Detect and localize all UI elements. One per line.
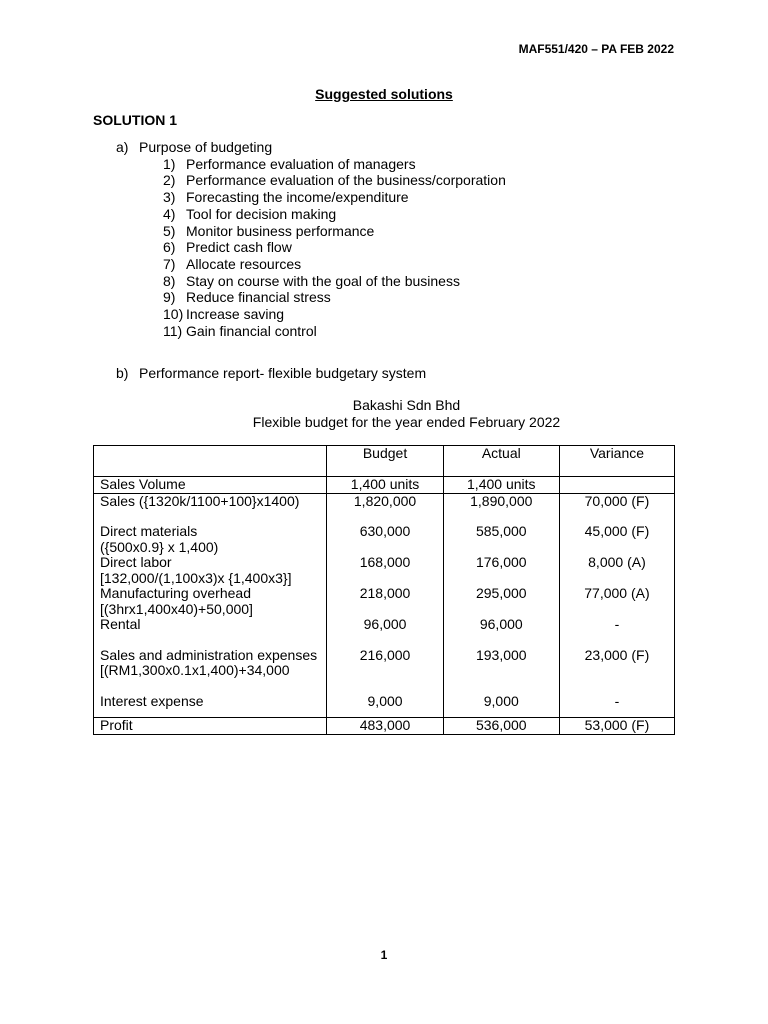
budget-cell: 1,400 units (327, 477, 443, 494)
row-label-main: Sales and administration expenses (100, 646, 318, 663)
list-item-text: Allocate resources (186, 255, 302, 272)
actual-cell: 1,400 units (443, 477, 559, 494)
list-item-text: Monitor business performance (186, 222, 375, 239)
list-item-number: 8) (163, 272, 176, 289)
spacer-row (94, 509, 675, 524)
column-header-item (94, 446, 327, 477)
table-row-direct-materials (94, 524, 675, 555)
row-label: Interest expense (94, 694, 327, 710)
variance-cell: 77,000 (A) (559, 586, 674, 617)
list-item-text: Performance evaluation of the business/corporation (186, 172, 506, 189)
actual-cell: 295,000 (443, 586, 559, 617)
actual-cell: 9,000 (443, 694, 559, 710)
variance-cell (559, 477, 674, 494)
page-number: 1 (380, 948, 388, 962)
part-b-heading-text: Performance report- flexible budgetary system (139, 365, 427, 381)
budget-cell: 218,000 (327, 586, 443, 617)
list-item (163, 273, 506, 290)
table-row-manufacturing-overhead (94, 586, 675, 617)
row-label-formula: [(3hrx1,400x40)+50,000] (100, 600, 253, 617)
list-item-text: Stay on course with the goal of the business (186, 272, 460, 289)
table-row-rental (94, 617, 675, 633)
table-row-interest (94, 694, 675, 710)
budget-cell: 630,000 (327, 524, 443, 555)
part-a-heading (116, 139, 506, 156)
list-item-number: 9) (163, 289, 176, 306)
list-item (163, 323, 506, 340)
list-item (163, 206, 506, 223)
table-row-sales-volume (94, 477, 675, 494)
list-item (163, 223, 506, 240)
budget-cell: 168,000 (327, 555, 443, 586)
list-item-text: Tool for decision making (186, 205, 337, 222)
table-row-profit (94, 718, 675, 735)
row-label: Sales Volume (94, 477, 327, 494)
row-label (94, 555, 327, 586)
row-label (94, 586, 327, 617)
list-item-number: 1) (163, 155, 176, 172)
actual-cell: 176,000 (443, 555, 559, 586)
company-name: Bakashi Sdn Bhd (352, 397, 461, 413)
row-label-formula: [132,000/(1,100x3)x {1,400x3}] (100, 569, 292, 586)
list-item-number: 5) (163, 222, 176, 239)
list-item-number: 2) (163, 172, 176, 189)
list-item (163, 189, 506, 206)
list-item-number: 10) (163, 306, 184, 323)
list-item-number: 3) (163, 189, 176, 206)
budget-cell: 483,000 (327, 718, 443, 735)
row-label: Sales ({1320k/1100+100}x1400) (94, 493, 327, 509)
actual-cell: 585,000 (443, 524, 559, 555)
part-a-heading-text: Purpose of budgeting (139, 139, 273, 155)
list-item-text: Reduce financial stress (186, 289, 331, 306)
document-code: MAF551/420 – PA FEB 2022 (518, 42, 674, 56)
table-header-row (94, 446, 675, 477)
list-item-text: Performance evaluation of managers (186, 155, 416, 172)
row-label-formula: ({500x0.9} x 1,400) (100, 538, 219, 555)
variance-cell: 8,000 (A) (559, 555, 674, 586)
list-item (163, 156, 506, 173)
variance-cell: 53,000 (F) (559, 718, 674, 735)
row-label-main: Direct labor (100, 554, 172, 570)
table-row-sales-admin (94, 648, 675, 679)
list-item-text: Gain financial control (186, 322, 317, 339)
row-label-formula: [(RM1,300x0.1x1,400)+34,000 (100, 662, 290, 678)
solution-label: SOLUTION 1 (93, 112, 178, 128)
report-subtitle: Flexible budget for the year ended February 2022 (252, 414, 561, 430)
list-item-number: 11) (163, 322, 183, 339)
list-item-text: Forecasting the income/expenditure (186, 189, 409, 206)
part-b-label: b) (116, 365, 129, 381)
list-item-number: 7) (163, 255, 176, 272)
part-b-heading (116, 365, 426, 381)
actual-cell: 1,890,000 (443, 493, 559, 509)
spacer-row (94, 679, 675, 694)
purpose-list (116, 156, 506, 340)
part-a-label: a) (116, 139, 129, 155)
list-item-text: Predict cash flow (186, 239, 292, 256)
list-item-text: Increase saving (186, 306, 285, 323)
actual-cell: 536,000 (443, 718, 559, 735)
row-label-main: Direct materials (100, 523, 198, 539)
table-row-sales (94, 493, 675, 509)
variance-cell: 45,000 (F) (559, 524, 674, 555)
budget-cell: 1,820,000 (327, 493, 443, 509)
list-item (163, 256, 506, 273)
part-a (116, 139, 506, 339)
column-header-actual: Actual (443, 446, 559, 477)
list-item (163, 306, 506, 323)
variance-cell: 70,000 (F) (559, 493, 674, 509)
actual-cell: 193,000 (443, 648, 559, 679)
row-label: Profit (94, 718, 327, 735)
list-item-number: 6) (163, 239, 176, 256)
page-title: Suggested solutions (315, 86, 453, 102)
row-label (94, 524, 327, 555)
row-label (94, 648, 327, 679)
table-row-direct-labor (94, 555, 675, 586)
row-label-main: Manufacturing overhead (100, 585, 251, 601)
variance-cell: - (559, 694, 674, 710)
list-item (163, 289, 506, 306)
flexible-budget-table (93, 445, 675, 735)
spacer-row (94, 633, 675, 648)
row-label: Rental (94, 617, 327, 633)
variance-cell: 23,000 (F) (559, 648, 674, 679)
column-header-budget: Budget (327, 446, 443, 477)
variance-cell: - (559, 617, 674, 633)
column-header-variance: Variance (559, 446, 674, 477)
list-item (163, 172, 506, 189)
actual-cell: 96,000 (443, 617, 559, 633)
budget-cell: 96,000 (327, 617, 443, 633)
list-item (163, 239, 506, 256)
budget-cell: 216,000 (327, 648, 443, 679)
report-heading (0, 397, 768, 431)
budget-cell: 9,000 (327, 694, 443, 710)
list-item-number: 4) (163, 205, 176, 222)
